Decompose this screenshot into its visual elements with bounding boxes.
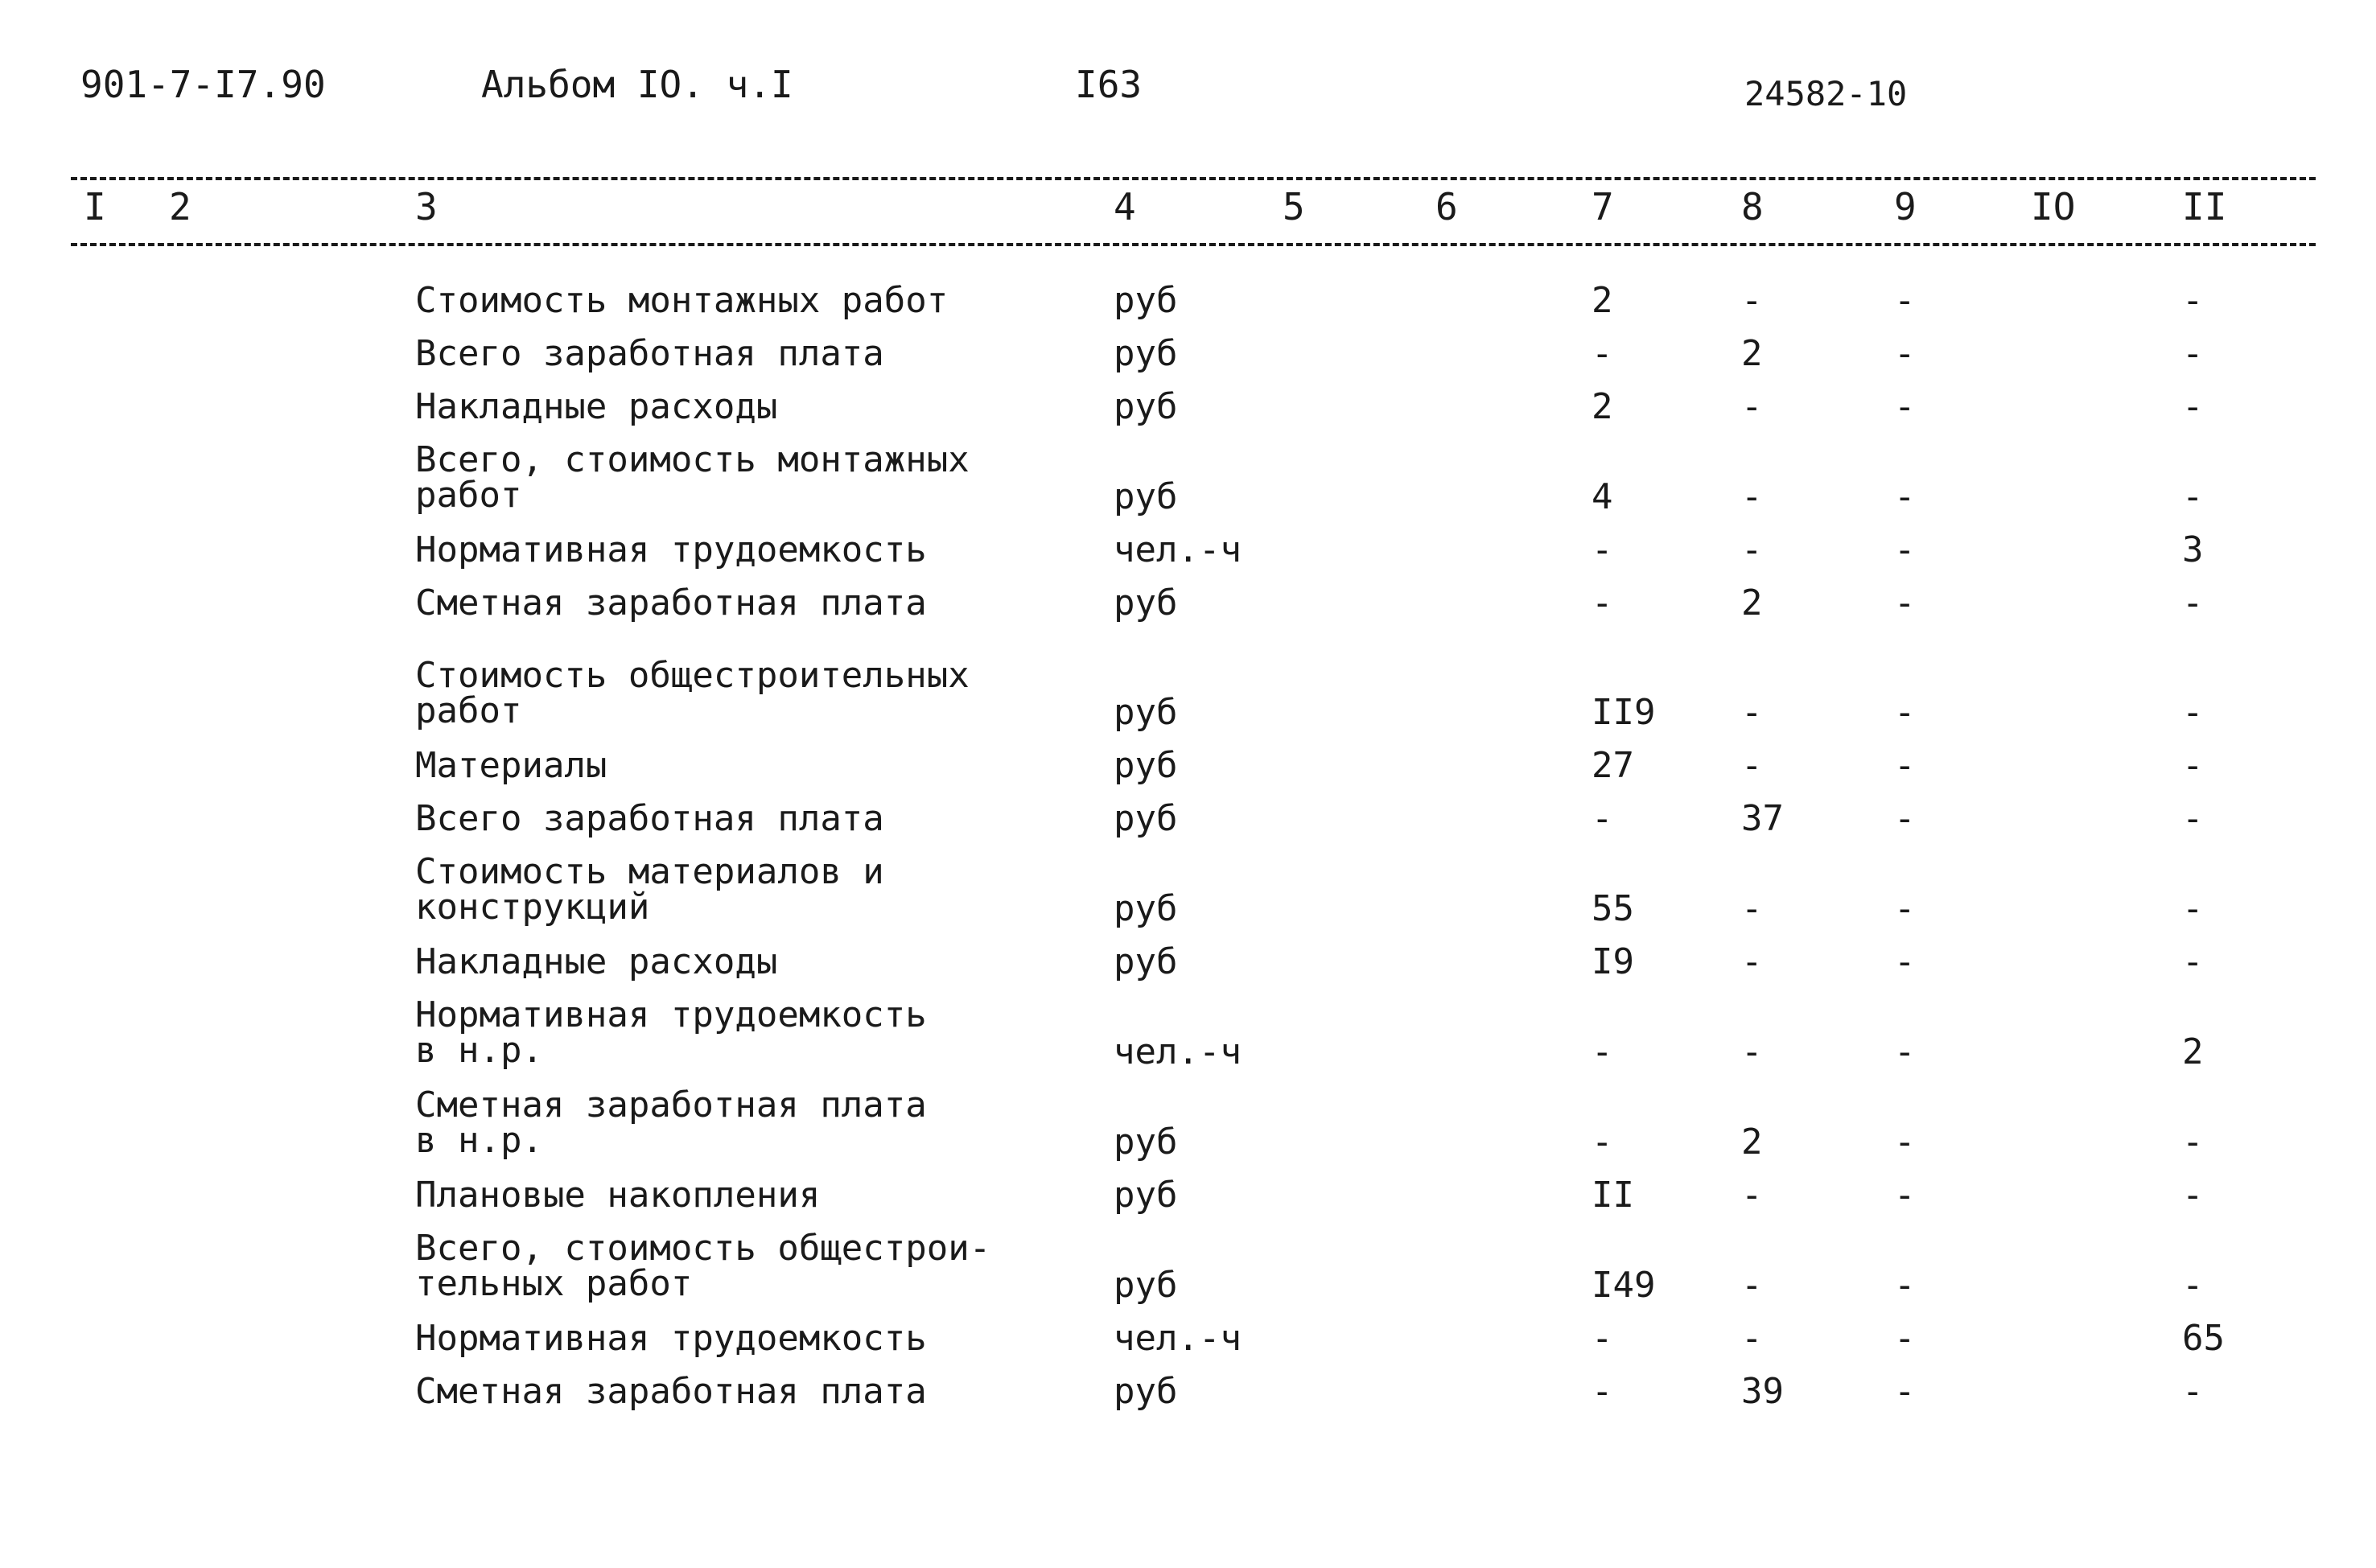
document-code: 901-7-I7.90: [80, 63, 326, 106]
col-7-value: -: [1592, 1121, 1613, 1163]
col-8-value: -: [1741, 1318, 1763, 1359]
unit-cell: руб: [1114, 941, 1178, 982]
col-9-value: -: [1894, 476, 1916, 517]
table-top-rule: [71, 177, 2316, 180]
col-11-value: -: [2182, 941, 2204, 982]
col-8-value: -: [1741, 941, 1763, 982]
row-label: Плановые накопления: [415, 1175, 821, 1216]
col-9-value: -: [1894, 1265, 1916, 1306]
col-8-value: 37: [1741, 798, 1784, 839]
col-9-value: -: [1894, 692, 1916, 733]
col-7-value: I9: [1592, 941, 1634, 982]
col-11-value: -: [2182, 582, 2204, 623]
col-9-value: -: [1894, 1175, 1916, 1216]
column-number: IO: [2031, 185, 2076, 228]
col-7-value: -: [1592, 333, 1613, 374]
col-7-value: I49: [1592, 1265, 1656, 1306]
column-number: 5: [1283, 185, 1305, 228]
unit-cell: руб: [1114, 476, 1178, 517]
col-11-value: -: [2182, 1265, 2204, 1306]
col-8-value: -: [1741, 280, 1763, 321]
col-8-value: -: [1741, 1265, 1763, 1306]
row-label: Нормативная трудоемкость: [415, 1318, 927, 1359]
col-7-value: -: [1592, 582, 1613, 623]
column-number: II: [2182, 185, 2227, 228]
row-label: Сметная заработная плата в н.р.: [415, 1084, 927, 1161]
unit-cell: руб: [1114, 745, 1178, 786]
col-7-value: 4: [1592, 476, 1613, 517]
row-label: Материалы: [415, 745, 607, 786]
col-7-value: 2: [1592, 280, 1613, 321]
col-9-value: -: [1894, 798, 1916, 839]
unit-cell: чел.-ч: [1114, 1031, 1242, 1072]
col-8-value: -: [1741, 1175, 1763, 1216]
column-number: 9: [1894, 185, 1917, 228]
col-8-value: -: [1741, 745, 1763, 786]
col-11-value: -: [2182, 1371, 2204, 1412]
col-11-value: -: [2182, 798, 2204, 839]
col-9-value: -: [1894, 280, 1916, 321]
col-9-value: -: [1894, 1371, 1916, 1412]
col-11-value: -: [2182, 888, 2204, 929]
row-label: Всего, стоимость общестрои- тельных работ: [415, 1228, 991, 1304]
row-label: Всего заработная плата: [415, 333, 884, 374]
table-header-rule: [71, 243, 2316, 246]
unit-cell: чел.-ч: [1114, 529, 1242, 570]
col-8-value: -: [1741, 386, 1763, 427]
col-11-value: -: [2182, 386, 2204, 427]
col-11-value: 2: [2182, 1031, 2204, 1072]
col-7-value: -: [1592, 1371, 1613, 1412]
stamp-number: 24582-10: [1744, 74, 1908, 113]
col-9-value: -: [1894, 386, 1916, 427]
unit-cell: руб: [1114, 333, 1178, 374]
row-label: Стоимость монтажных работ: [415, 280, 949, 321]
row-label: Сметная заработная плата: [415, 1371, 927, 1412]
column-number: 2: [169, 185, 191, 228]
unit-cell: руб: [1114, 798, 1178, 839]
col-8-value: 2: [1741, 582, 1763, 623]
col-9-value: -: [1894, 1121, 1916, 1163]
col-9-value: -: [1894, 745, 1916, 786]
unit-cell: руб: [1114, 692, 1178, 733]
col-8-value: -: [1741, 1031, 1763, 1072]
row-label: Стоимость общестроительных работ: [415, 655, 970, 731]
col-8-value: -: [1741, 476, 1763, 517]
col-9-value: -: [1894, 529, 1916, 570]
col-8-value: 39: [1741, 1371, 1784, 1412]
col-7-value: 2: [1592, 386, 1613, 427]
col-11-value: -: [2182, 1121, 2204, 1163]
album-reference: Альбом IO. ч.I: [481, 63, 793, 106]
col-9-value: -: [1894, 888, 1916, 929]
row-label: Всего заработная плата: [415, 798, 884, 839]
col-9-value: -: [1894, 333, 1916, 374]
unit-cell: руб: [1114, 1175, 1178, 1216]
unit-cell: руб: [1114, 386, 1178, 427]
col-7-value: 27: [1592, 745, 1634, 786]
col-7-value: -: [1592, 1031, 1613, 1072]
row-label: Стоимость материалов и конструкций: [415, 851, 884, 928]
unit-cell: руб: [1114, 280, 1178, 321]
row-label: Всего, стоимость монтажных работ: [415, 439, 970, 516]
col-7-value: -: [1592, 1318, 1613, 1359]
col-9-value: -: [1894, 582, 1916, 623]
column-number: I: [84, 185, 106, 228]
col-8-value: -: [1741, 692, 1763, 733]
row-label: Нормативная трудоемкость в н.р.: [415, 994, 927, 1071]
col-7-value: II: [1592, 1175, 1634, 1216]
col-11-value: 3: [2182, 529, 2204, 570]
column-number: 4: [1114, 185, 1136, 228]
col-11-value: -: [2182, 333, 2204, 374]
col-11-value: 65: [2182, 1318, 2225, 1359]
col-9-value: -: [1894, 1031, 1916, 1072]
col-7-value: -: [1592, 798, 1613, 839]
column-number: 7: [1592, 185, 1614, 228]
row-label: Накладные расходы: [415, 941, 778, 982]
col-8-value: 2: [1741, 1121, 1763, 1163]
unit-cell: чел.-ч: [1114, 1318, 1242, 1359]
col-9-value: -: [1894, 941, 1916, 982]
col-7-value: II9: [1592, 692, 1656, 733]
col-9-value: -: [1894, 1318, 1916, 1359]
col-7-value: -: [1592, 529, 1613, 570]
col-11-value: -: [2182, 476, 2204, 517]
col-11-value: -: [2182, 692, 2204, 733]
col-11-value: -: [2182, 1175, 2204, 1216]
unit-cell: руб: [1114, 1121, 1178, 1163]
page-number: I63: [1075, 63, 1143, 106]
col-11-value: -: [2182, 745, 2204, 786]
col-8-value: -: [1741, 529, 1763, 570]
unit-cell: руб: [1114, 1265, 1178, 1306]
col-8-value: 2: [1741, 333, 1763, 374]
col-8-value: -: [1741, 888, 1763, 929]
column-number: 3: [415, 185, 438, 228]
unit-cell: руб: [1114, 888, 1178, 929]
unit-cell: руб: [1114, 582, 1178, 623]
col-11-value: -: [2182, 280, 2204, 321]
row-label: Нормативная трудоемкость: [415, 529, 927, 570]
col-7-value: 55: [1592, 888, 1634, 929]
column-number: 8: [1741, 185, 1764, 228]
row-label: Сметная заработная плата: [415, 582, 927, 623]
unit-cell: руб: [1114, 1371, 1178, 1412]
row-label: Накладные расходы: [415, 386, 778, 427]
column-number: 6: [1435, 185, 1458, 228]
